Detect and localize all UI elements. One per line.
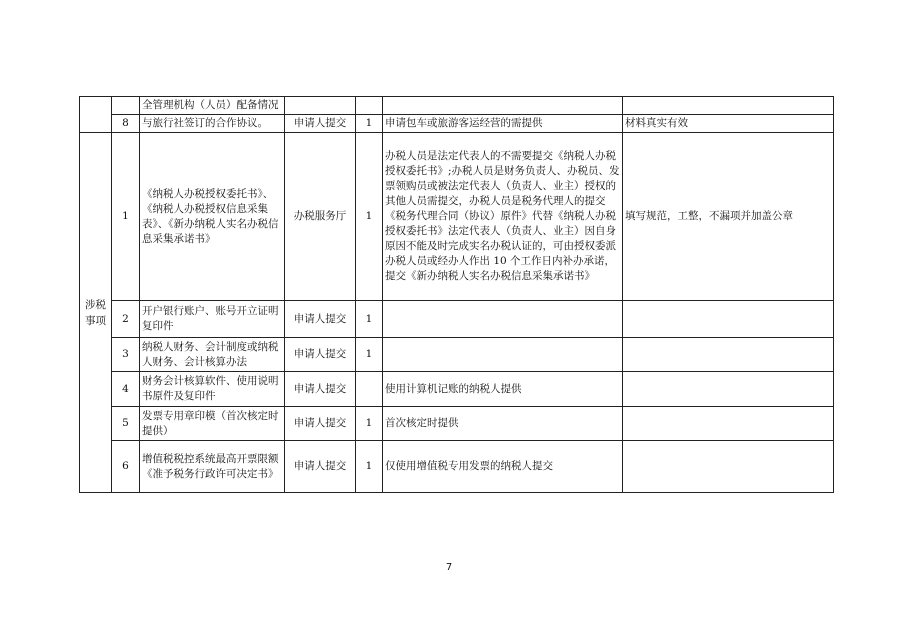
- row-number: 3: [112, 338, 140, 372]
- material-count: [356, 372, 383, 407]
- table-row: [80, 372, 834, 407]
- material-requirement: [383, 301, 623, 338]
- table-row: [80, 133, 834, 301]
- material-requirement: 首次核定时提供: [383, 407, 623, 441]
- category-cell-empty: [80, 97, 112, 133]
- row-number: 2: [112, 301, 140, 338]
- row-number: 6: [112, 441, 140, 493]
- material-name: 财务会计核算软件、使用说明书原件及复印件: [140, 372, 285, 407]
- section-category: 涉税事项: [80, 133, 112, 493]
- row-number: 1: [112, 133, 140, 301]
- material-source: 申请人提交: [285, 407, 356, 441]
- material-note: [623, 338, 834, 372]
- material-source: 申请人提交: [285, 441, 356, 493]
- material-count: [356, 97, 383, 115]
- material-note: [623, 301, 834, 338]
- material-note: [623, 372, 834, 407]
- material-count: 1: [356, 441, 383, 493]
- material-note: [623, 407, 834, 441]
- material-source: 办税服务厅: [285, 133, 356, 301]
- material-count: 1: [356, 133, 383, 301]
- material-name: 开户银行账户、账号开立证明复印件: [140, 301, 285, 338]
- table-row: [80, 301, 834, 338]
- material-name: 增值税税控系统最高开票限额《准予税务行政许可决定书》: [140, 441, 285, 493]
- material-requirement: 仅使用增值税专用发票的纳税人提交: [383, 441, 623, 493]
- table-row: [80, 115, 834, 133]
- material-note: [623, 97, 834, 115]
- material-note: 材料真实有效: [623, 115, 834, 133]
- material-note: [623, 441, 834, 493]
- material-count: 1: [356, 338, 383, 372]
- material-requirement: 申请包车或旅游客运经营的需提供: [383, 115, 623, 133]
- table-row: [80, 97, 834, 115]
- materials-table: [79, 96, 834, 493]
- material-requirement: [383, 338, 623, 372]
- material-requirement: 办税人员是法定代表人的不需要提交《纳税人办税授权委托书》;办税人员是财务负责人、办税员、发票领购员或被法定代表人（负责人、业主）授权的其他人员需提交，办税人员是税务代理人的提交《税务代理合同（协议）原件》代替《纳税人办税授权委托书》法定代表人（负责人、业主）因自身原因不能及时完成实名办税认证的，可由授权委派办税人员或经办人作出 10 个工作日内补办承诺，提交《新办纳税人实名办税信息采集承诺书》: [383, 133, 623, 301]
- material-source: 申请人提交: [285, 338, 356, 372]
- row-number: 4: [112, 372, 140, 407]
- table-row: [80, 407, 834, 441]
- row-number: 8: [112, 115, 140, 133]
- material-source: 申请人提交: [285, 372, 356, 407]
- material-count: 1: [356, 301, 383, 338]
- material-name: 《纳税人办税授权委托书》、《纳税人办税授权信息采集表》、《新办纳税人实名办税信息采集承诺书》: [140, 133, 285, 301]
- material-source: 申请人提交: [285, 301, 356, 338]
- material-count: 1: [356, 407, 383, 441]
- material-name: 发票专用章印模（首次核定时提供）: [140, 407, 285, 441]
- table-row: [80, 338, 834, 372]
- material-name: 纳税人财务、会计制度或纳税人财务、会计核算办法: [140, 338, 285, 372]
- material-source: [285, 97, 356, 115]
- row-number: [112, 97, 140, 115]
- material-name: 与旅行社签订的合作协议。: [140, 115, 285, 133]
- material-requirement: [383, 97, 623, 115]
- material-requirement: 使用计算机记账的纳税人提供: [383, 372, 623, 407]
- material-note: 填写规范，工整，不漏项并加盖公章: [623, 133, 834, 301]
- material-source: 申请人提交: [285, 115, 356, 133]
- table-row: [80, 441, 834, 493]
- material-count: 1: [356, 115, 383, 133]
- page-number: 7: [445, 562, 453, 573]
- row-number: 5: [112, 407, 140, 441]
- material-name: 全管理机构（人员）配备情况: [140, 97, 285, 115]
